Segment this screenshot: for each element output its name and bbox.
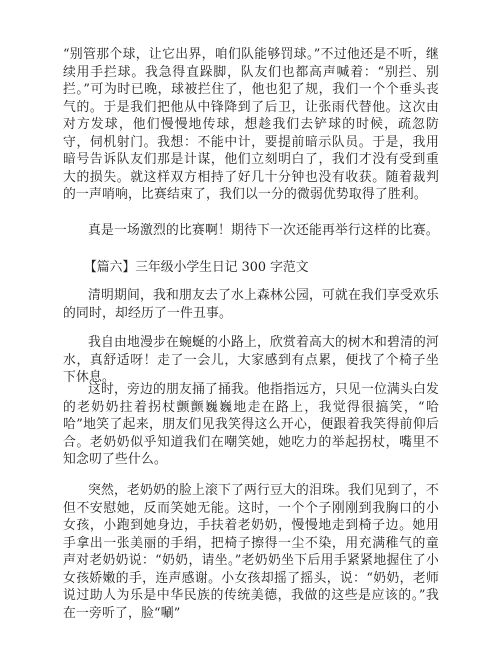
paragraph-little-girl: 突然，老奶奶的脸上滚下了两行豆大的泪珠。我们见到了，不但不安慰她，反而笑她无能。这时，一个个子刚刚到我胸口的小女孩，小跑到她身边，手扶着老奶奶，慢慢地走到椅子边。她用手拿出一张美丽的手绢，把椅子擦得一尘不染，用充满稚气的童声对老奶奶说：“奶奶，请坐。”老奶奶坐下后用手紧紧地握住了小女孩娇嫩的手，连声感谢。小女孩却摇了摇头，说：“奶奶，老师说过助人为乐是中华民族的传统美德，我做的这些是应该的。”我在一旁听了，脸“唰” [63, 483, 439, 621]
paragraph-old-woman: 这时，旁边的朋友捅了捅我。他指指远方，只见一位满头白发的老奶奶拄着拐杖颤颤巍巍地走在路上，我觉得很搞笑，“哈哈”地笑了起来，朋友们见我笑得这么开心，便跟着我笑得前仰后合。老奶奶似乎知道我们在嘲笑她，她吃力的举起拐杖，嘴里不知念叨了些什么。 [63, 382, 439, 467]
section-heading: 【篇六】三年级小学生日记 300 字范文 [84, 260, 309, 275]
paragraph-match-conclusion: 真是一场激烈的比赛啊！期待下一次还能再举行这样的比赛。 [88, 223, 439, 238]
paragraph-walk: 我自由地漫步在蜿蜒的小路上，欣赏着高大的树木和碧清的河水，真舒适呀！走了一会儿，大家感到有点累，便找了个椅子坐下休息。 [63, 335, 439, 385]
paragraph-park-intro: 清明期间，我和朋友去了水上森林公园，可就在我们享受欢乐的同时，却经历了一件丑事。 [63, 288, 439, 321]
paragraph-football-match: “别管那个球，让它出界，咱们队能够罚球。”不过他还是不听，继续用手拦球。我急得直跺脚，队友们也都高声喊着：“别拦、别拦。”可为时已晚，球被拦住了，他也犯了规，我们一个个垂头丧气的。于是我们把他从中锋降到了后卫，让张雨代替他。这次由对方发球，他们慢慢地传球，想趁我们去铲球的时候，疏忽防守，伺机射门。我想：不能中计，要提前暗示队员。于是，我用暗号告诉队友们那是计谋，他们立刻明白了，我们才没有受到重大的损失。就这样双方相持了好几十分钟也没有收获。随着裁判的一声哨响，比赛结束了，我们以一分的微弱优势取得了胜利。 [63, 47, 439, 202]
